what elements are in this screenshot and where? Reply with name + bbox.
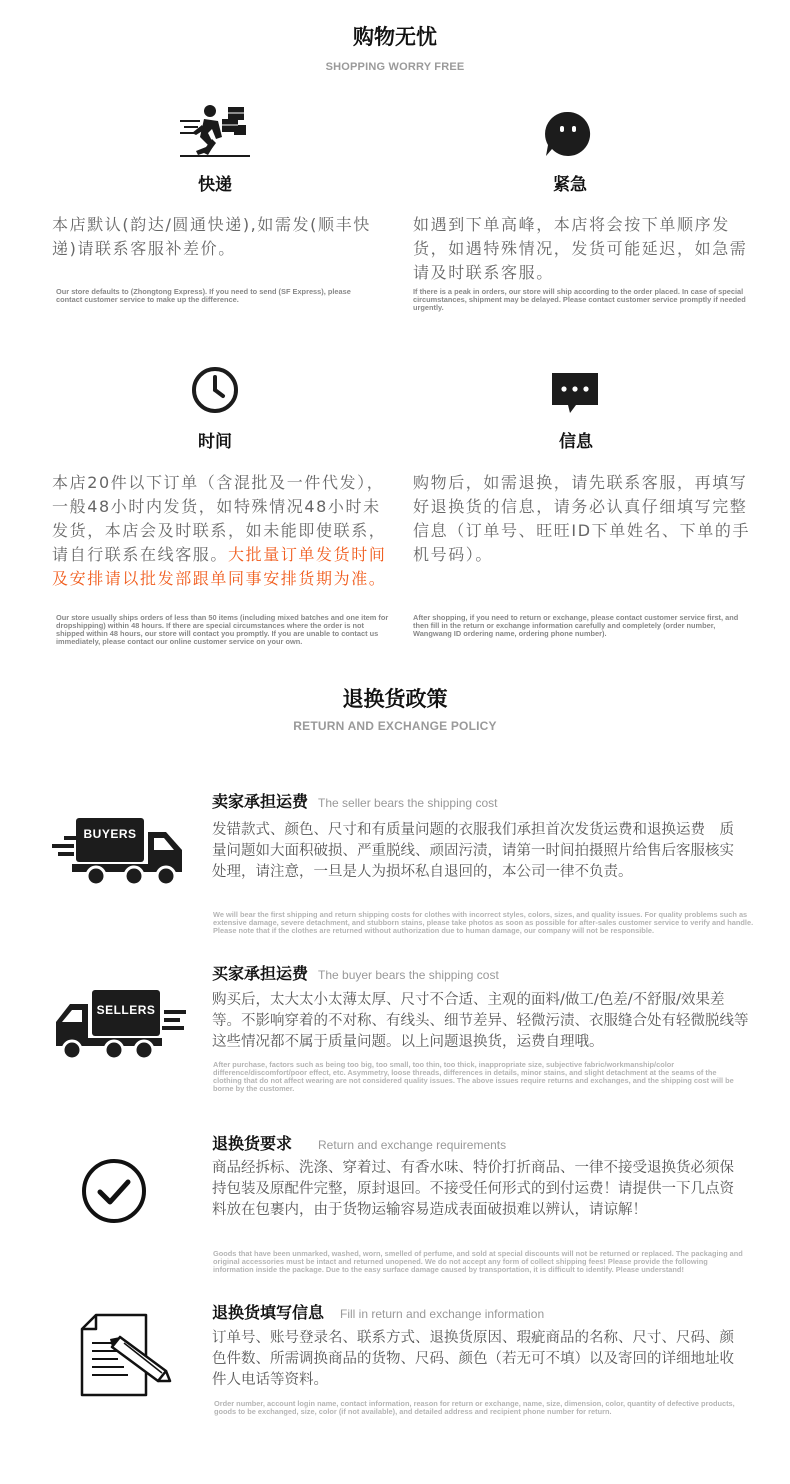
clock-icon [190, 365, 240, 415]
requirements-text-en: Goods that have been unmarked, washed, worn, smelled of perfume, and sold at special discounts will not be returned or replaced. The packaging and original accessories must be intact and returned unopened. We do not accept any form of collect shipping fees! Please provide the following information inside the package. Due to the easy surface damage caused by transportation, it is difficult to identify. Please understand! [213, 1249, 743, 1274]
policy-subtitle: RETURN AND EXCHANGE POLICY [293, 719, 497, 733]
truck-sellers-label: SELLERS [96, 1003, 156, 1017]
requirements-title-cn: 退换货要求 [212, 1134, 293, 1153]
buyer-title [212, 961, 499, 984]
chat-face-icon [544, 110, 592, 158]
truck-buyers-icon [50, 814, 186, 890]
message-dots-icon [550, 371, 600, 415]
seller-title-cn: 卖家承担运费 [212, 792, 309, 811]
seller-text: 发错款式、颜色、尺寸和有质量问题的衣服我们承担首次发货运费和退换运费 质量问题如大面积破损、严重脱线、顽固污渍，请第一时间拍摄照片给售后客服核实处理，请注意，一旦是人为损坏私自退回的，本公司一律不负责。 [212, 822, 734, 880]
info-text: 购物后，如需退换，请先联系客服，再填写好退换货的信息，请务必认真仔细填写完整信息（订单号、旺旺ID下单姓名、下单的手机号码）。 [413, 473, 751, 564]
requirements-text: 商品经拆标、洗涤、穿着过、有香水味、特价打折商品、一律不接受退换货必须保持包装及原配件完整，原封退回。不接受任何形式的到付运费！请提供一下几点资料放在包裹内，由于货物运输容易造成表面破损难以辨认，请谅解！ [212, 1160, 734, 1218]
time-text [52, 471, 392, 591]
time-text-en: Our store usually ships orders of less than 50 items (including mixed batches and one item for dropshipping) within 48 hours. If there are special circumstances where the order is not shipped within 48 hours, our store will contact you promptly. If you are unable to contact us immediately, please contact our online customer service on your own. [56, 613, 389, 646]
policy-title: 退换货政策 [342, 687, 448, 711]
urgent-text: 如遇到下单高峰，本店将会按下单顺序发货，如遇特殊情况，发货可能延迟，如急需请及时联系客服。 [413, 215, 748, 282]
page-title: 购物无忧 [353, 25, 437, 49]
fill-info-title [212, 1300, 544, 1323]
requirements-title [212, 1131, 506, 1154]
fill-info-title-cn: 退换货填写信息 [212, 1303, 325, 1322]
seller-title-en: The seller bears the shipping cost [318, 796, 498, 810]
urgent-title: 紧急 [553, 175, 587, 195]
express-title: 快递 [198, 175, 232, 195]
seller-title [212, 789, 497, 812]
info-title: 信息 [559, 432, 593, 452]
buyer-text-en: After purchase, factors such as being too big, too small, too thin, too thick, inappropriate size, subjective fabric/workmanship/color difference/discomfort/poor effect, etc. Asymmetry, loose threads, differences in details, minor stains, and slight detachment at the seams of the clothing that do not affect wearing are not considered quality issues. The above issues require returns and exchanges, and the shipping cost will be borne by the customer. [213, 1060, 734, 1093]
fill-info-text: 订单号、账号登录名、联系方式、退换货原因、瑕疵商品的名称、尺寸、尺码、颜色件数、所需调换商品的货物、尺码、颜色（若无可不填）以及寄回的详细地址收件人电话等资料。 [212, 1330, 734, 1388]
time-text-main: 本店20件以下订单（含混批及一件代发），一般48小时内发货，如特殊情况48小时未发货，本店会及时联系，如未能即使联系，请自行联系在线客服。 [52, 473, 387, 564]
fill-info-title-en: Fill in return and exchange information [340, 1307, 545, 1321]
info-text-en: After shopping, if you need to return or exchange, please contact customer service first, and then fill in the return or exchange information carefully and completely (order number, Wangwang ID ordering name, ordering phone number). [413, 613, 739, 638]
fill-info-text-en: Order number, account login name, contact information, reason for return or exchange, name, size, dimension, color, quantity of defective products, goods to be exchanged, size, color (if not available), and detailed address and recipient phone number for return. [214, 1399, 735, 1416]
urgent-text-en: If there is a peak in orders, our store will ship according to the order placed. In case of special circumstances, shipment may be delayed. Please contact customer service promptly if needed urgently. [413, 287, 746, 312]
document-pen-icon [78, 1313, 172, 1399]
buyer-title-en: The buyer bears the shipping cost [318, 968, 499, 982]
truck-sellers-icon [52, 988, 188, 1064]
express-text-en: Our store defaults to (Zhongtong Express). If you need to send (SF Express), please contact customer service to make up the difference. [56, 287, 351, 304]
truck-buyers-label: BUYERS [83, 827, 137, 841]
checkmark-circle-icon [80, 1157, 148, 1225]
express-text: 本店默认(韵达/圆通快递),如需发(顺丰快递)请联系客服补差价。 [52, 215, 371, 258]
buyer-title-cn: 买家承担运费 [212, 964, 309, 983]
delivery-runner-icon [178, 103, 254, 159]
buyer-text: 购买后，太大太小太薄太厚、尺寸不合适、主观的面料/做工/色差/不舒服/效果差等。不影响穿着的不对称、有线头、细节差异、轻微污渍、衣服缝合处有轻微脱线等这些情况都不属于质量问题。以上问题退换货，运费自理哦。 [212, 992, 749, 1050]
time-title: 时间 [198, 432, 232, 452]
page-subtitle: SHOPPING WORRY FREE [325, 61, 465, 73]
requirements-title-en: Return and exchange requirements [318, 1138, 507, 1152]
time-text-highlight: 大批量订单发货时间及安排请以批发部跟单同事安排货期为准。 [52, 545, 387, 588]
seller-text-en: We will bear the first shipping and return shipping costs for clothes with incorrect styles, colors, sizes, and quality issues. For quality problems such as extensive damage, severe detachment, and stubborn stains, please take photos as soon as possible for after-sales customer service to verify and handle. Please note that if the clothes are returned without authorization due to human damage, our company will not be responsible. [213, 910, 754, 935]
